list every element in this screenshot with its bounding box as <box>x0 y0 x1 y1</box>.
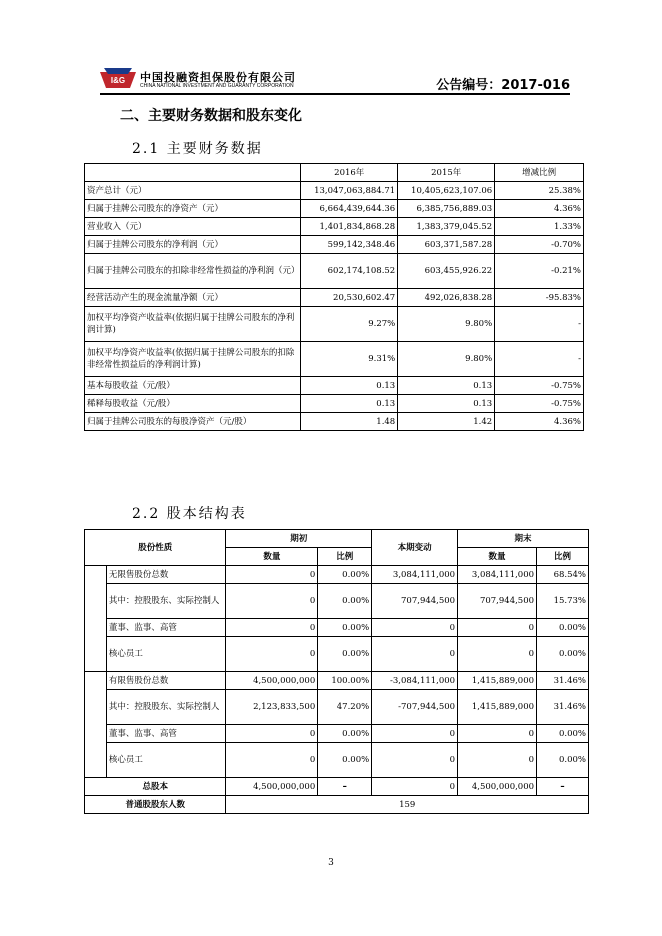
share-row <box>85 637 589 672</box>
financial-row-label: 归属于挂牌公司股东的每股净资产（元/股） <box>85 413 301 431</box>
total-share-label: 总股本 <box>85 778 226 796</box>
share-br: 0.00% <box>318 619 372 637</box>
shareholders-label: 普通股股东人数 <box>85 796 226 814</box>
share-er: 0.00% <box>537 725 589 743</box>
company-name-cn: 中国投融资担保股份有限公司 <box>140 71 296 84</box>
share-row-label: 董事、监事、高管 <box>106 725 226 743</box>
share-chg: -707,944,500 <box>372 690 458 725</box>
financial-row <box>85 218 584 236</box>
header-divider <box>100 93 570 95</box>
total-bq: 4,500,000,000 <box>226 778 318 796</box>
total-eq: 4,500,000,000 <box>458 778 537 796</box>
value-2015: 492,026,838.28 <box>398 289 495 307</box>
share-bq: 0 <box>226 637 318 672</box>
header-share-nature: 股份性质 <box>85 530 226 566</box>
share-chg: 0 <box>372 743 458 778</box>
share-eq: 0 <box>458 743 537 778</box>
value-2016: 1.48 <box>301 413 398 431</box>
financial-row-label: 加权平均净资产收益率(依据归属于挂牌公司股东的扣除非经常性损益后的净利润计算) <box>85 342 301 377</box>
header-period-begin: 期初 <box>226 530 372 548</box>
financial-data-table <box>84 163 584 431</box>
value-2015: 9.80% <box>398 307 495 342</box>
header-begin-ratio: 比例 <box>318 548 372 566</box>
value-2016: 1,401,834,868.28 <box>301 218 398 236</box>
share-br: 0.00% <box>318 566 372 584</box>
financial-row-label: 归属于挂牌公司股东的净利润（元） <box>85 236 301 254</box>
share-row-label: 董事、监事、高管 <box>106 619 226 637</box>
change-ratio: 1.33% <box>495 218 584 236</box>
share-br: 0.00% <box>318 584 372 619</box>
share-eq: 3,084,111,000 <box>458 566 537 584</box>
share-bq: 0 <box>226 566 318 584</box>
value-2016: 599,142,348.46 <box>301 236 398 254</box>
page-header <box>100 66 570 96</box>
share-row-label: 有限售股份总数 <box>106 672 226 690</box>
change-ratio: 4.36% <box>495 200 584 218</box>
financial-row-label: 基本每股收益（元/股） <box>85 377 301 395</box>
share-chg: 0 <box>372 725 458 743</box>
share-eq: 1,415,889,000 <box>458 672 537 690</box>
financial-row-label: 营业收入（元） <box>85 218 301 236</box>
value-2015: 6,385,756,889.03 <box>398 200 495 218</box>
share-er: 15.73% <box>537 584 589 619</box>
share-row <box>85 566 589 584</box>
year-2016-header: 2016年 <box>301 164 398 182</box>
share-row-label: 其中：控股股东、实际控制人 <box>106 690 226 725</box>
share-structure-title: 2.2 股本结构表 <box>132 506 247 522</box>
value-2015: 1.42 <box>398 413 495 431</box>
financial-row <box>85 236 584 254</box>
company-name-en: CHINA NATIONAL INVESTMENT AND GUARANTY CORPORATION <box>140 83 294 89</box>
share-chg: 0 <box>372 637 458 672</box>
financial-row <box>85 413 584 431</box>
value-2015: 0.13 <box>398 395 495 413</box>
share-er: 68.54% <box>537 566 589 584</box>
share-br: 47.20% <box>318 690 372 725</box>
value-2016: 6,664,439,644.36 <box>301 200 398 218</box>
financial-data-title: 2.1 主要财务数据 <box>132 141 263 157</box>
share-chg: 0 <box>372 619 458 637</box>
value-2016: 9.27% <box>301 307 398 342</box>
share-bq: 2,123,833,500 <box>226 690 318 725</box>
share-chg: 707,944,500 <box>372 584 458 619</box>
header-end-qty: 数量 <box>458 548 537 566</box>
share-er: 0.00% <box>537 619 589 637</box>
share-row <box>85 725 589 743</box>
value-2015: 603,455,926.22 <box>398 254 495 289</box>
share-structure-table <box>84 529 589 814</box>
change-ratio: -0.70% <box>495 236 584 254</box>
value-2016: 602,174,108.52 <box>301 254 398 289</box>
financial-row-label: 资产总计（元） <box>85 182 301 200</box>
financial-row-label: 归属于挂牌公司股东的净资产（元） <box>85 200 301 218</box>
value-2015: 603,371,587.28 <box>398 236 495 254</box>
financial-row <box>85 307 584 342</box>
share-chg: -3,084,111,000 <box>372 672 458 690</box>
share-row <box>85 619 589 637</box>
change-ratio: 4.36% <box>495 413 584 431</box>
change-ratio: -0.21% <box>495 254 584 289</box>
header-begin-qty: 数量 <box>226 548 318 566</box>
financial-row <box>85 200 584 218</box>
financial-row <box>85 182 584 200</box>
financial-row-label: 经营活动产生的现金流量净额（元） <box>85 289 301 307</box>
financial-header-row <box>85 164 584 182</box>
share-eq: 0 <box>458 619 537 637</box>
share-eq: 0 <box>458 637 537 672</box>
year-2015-header: 2015年 <box>398 164 495 182</box>
header-period-change: 本期变动 <box>372 530 458 566</box>
share-bq: 0 <box>226 619 318 637</box>
value-2016: 0.13 <box>301 377 398 395</box>
value-2015: 1,383,379,045.52 <box>398 218 495 236</box>
share-br: 0.00% <box>318 743 372 778</box>
svg-text:I&G: I&G <box>110 76 126 85</box>
total-chg: 0 <box>372 778 458 796</box>
share-er: 31.46% <box>537 690 589 725</box>
share-row <box>85 743 589 778</box>
change-header: 增减比例 <box>495 164 584 182</box>
notice-number: 公告编号：2017-016 <box>436 78 570 93</box>
header-period-end: 期末 <box>458 530 589 548</box>
value-2016: 0.13 <box>301 395 398 413</box>
financial-row <box>85 254 584 289</box>
value-2015: 0.13 <box>398 377 495 395</box>
share-bq: 0 <box>226 743 318 778</box>
share-br: 100.00% <box>318 672 372 690</box>
share-er: 0.00% <box>537 743 589 778</box>
share-row <box>85 690 589 725</box>
company-logo <box>100 68 136 90</box>
shareholders-count: 159 <box>226 796 589 814</box>
value-2016: 20,530,602.47 <box>301 289 398 307</box>
share-row-label: 核心员工 <box>106 743 226 778</box>
share-chg: 3,084,111,000 <box>372 566 458 584</box>
financial-row <box>85 395 584 413</box>
share-er: 31.46% <box>537 672 589 690</box>
share-row-label: 其中：控股股东、实际控制人 <box>106 584 226 619</box>
share-br: 0.00% <box>318 725 372 743</box>
total-br: – <box>318 778 372 796</box>
share-row-label: 核心员工 <box>106 637 226 672</box>
section-title: 二、主要财务数据和股东变化 <box>120 108 302 124</box>
share-row-label: 无限售股份总数 <box>106 566 226 584</box>
group-unlimited-label <box>85 566 107 672</box>
label-header <box>85 164 301 182</box>
total-er: – <box>537 778 589 796</box>
value-2015: 10,405,623,107.06 <box>398 182 495 200</box>
financial-row <box>85 342 584 377</box>
change-ratio: - <box>495 307 584 342</box>
group-limited-label <box>85 672 107 778</box>
value-2016: 9.31% <box>301 342 398 377</box>
financial-row <box>85 377 584 395</box>
financial-row-label: 稀释每股收益（元/股） <box>85 395 301 413</box>
share-eq: 0 <box>458 725 537 743</box>
share-header-row-1 <box>85 530 589 548</box>
change-ratio: - <box>495 342 584 377</box>
header-end-ratio: 比例 <box>537 548 589 566</box>
total-share-row <box>85 778 589 796</box>
share-eq: 707,944,500 <box>458 584 537 619</box>
financial-row-label: 加权平均净资产收益率(依据归属于挂牌公司股东的净利润计算) <box>85 307 301 342</box>
shareholders-row <box>85 796 589 814</box>
share-er: 0.00% <box>537 637 589 672</box>
share-row <box>85 672 589 690</box>
value-2016: 13,047,063,884.71 <box>301 182 398 200</box>
change-ratio: -0.75% <box>495 377 584 395</box>
page-number: 3 <box>328 858 334 868</box>
change-ratio: -0.75% <box>495 395 584 413</box>
change-ratio: 25.38% <box>495 182 584 200</box>
share-eq: 1,415,889,000 <box>458 690 537 725</box>
financial-row-label: 归属于挂牌公司股东的扣除非经常性损益的净利润（元） <box>85 254 301 289</box>
share-bq: 0 <box>226 725 318 743</box>
financial-row <box>85 289 584 307</box>
share-row <box>85 584 589 619</box>
share-bq: 4,500,000,000 <box>226 672 318 690</box>
share-br: 0.00% <box>318 637 372 672</box>
share-bq: 0 <box>226 584 318 619</box>
value-2015: 9.80% <box>398 342 495 377</box>
change-ratio: -95.83% <box>495 289 584 307</box>
